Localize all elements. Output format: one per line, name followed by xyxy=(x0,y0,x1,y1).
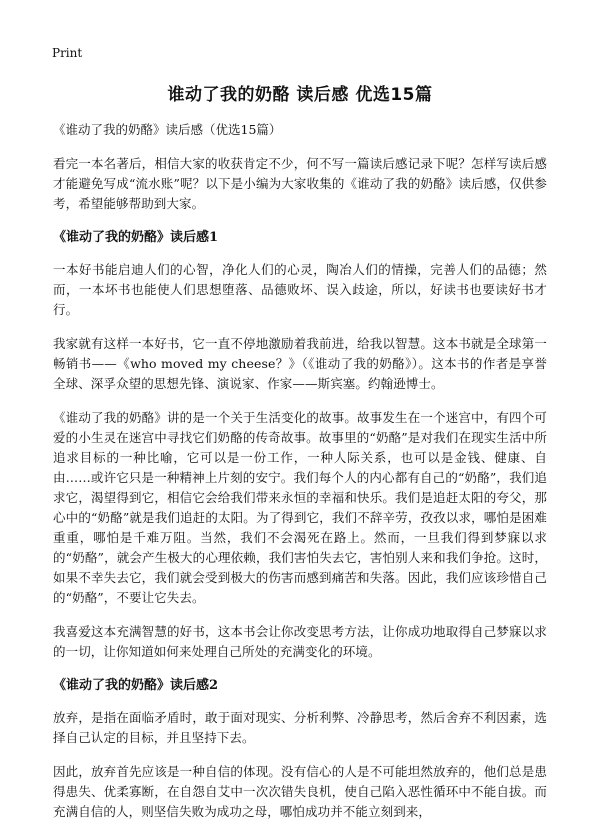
section-paragraph: 一本好书能启迪人们的心智，净化人们的心灵，陶冶人们的情操，完善人们的品德；然而，一本坏书也能使人们思想堕落、品德败坏、误入歧途，所以，好读书也要读好书才行。 xyxy=(53,262,547,317)
section-heading: 《谁动了我的奶酪》读后感1 xyxy=(53,230,219,245)
section-paragraph: 放弃，是指在面临矛盾时，敢于面对现实、分析利弊、冷静思考，然后舍弃不利因素，选择自己认定的目标，并且坚持下去。 xyxy=(53,710,547,745)
section-paragraph: 因此，放弃首先应该是一种自信的体现。没有信心的人是不可能坦然放弃的，他们总是患得患失、优柔寡断，在自怨自艾中一次次错失良机，使自己陷入恶性循环中不能自拔。而充满自信的人，则坚信失败为成功之母，哪怕成功并不能立刻到来， xyxy=(53,764,547,819)
section-paragraph: 我家就有这样一本好书，它一直不停地激励着我前进，给我以智慧。这本书就是全球第一畅销书——《who moved my cheese？》（《谁动了我的奶酪》）。这本书的作者是享誉全球、深孚众望的思想先锋、演说家、作家——斯宾塞。约翰逊博士。 xyxy=(53,336,547,391)
section-paragraph: 《谁动了我的奶酪》讲的是一个关于生活变化的故事。故事发生在一个迷宫中，有四个可爱的小生灵在迷宫中寻找它们奶酪的传奇故事。故事里的“奶酪”是对我们在现实生活中所追求目标的一种比喻，它可以是一份工作，一种人际关系，也可以是金钱、健康、自由……或许它只是一种精神上片刻的安宁。我们每个人的内心都有自己的“奶酪”，我们追求它，渴望得到它，相信它会给我们带来永恒的幸福和快乐。我们是追赶太阳的夸父，那心中的“奶酪”就是我们追赶的太阳。为了得到它，我们不辞辛劳，孜孜以求，哪怕是困难重重，哪怕是千难万阻。当然，我们不会渴死在路上。然而，一旦我们得到梦寐以求的“奶酪”，就会产生极大的心理依赖，我们害怕失去它，害怕别人来和我们争抢。这时，如果不幸失去它，我们就会受到极大的伤害而感到痛苦和失落。因此，我们应该珍惜自己的“奶酪”，不要让它失去。 xyxy=(53,410,547,605)
section-paragraph: 我喜爱这本充满智慧的好书，这本书会让你改变思考方法，让你成功地取得自己梦寐以求的一切，让你知道如何来处理自己所处的充满变化的环境。 xyxy=(53,624,547,659)
document-body xyxy=(53,120,547,836)
document-subtitle: 《谁动了我的奶酪》读后感（优选15篇） xyxy=(53,122,282,137)
page-title: 谁动了我的奶酪 读后感 优选15篇 xyxy=(167,85,433,105)
section-heading: 《谁动了我的奶酪》读后感2 xyxy=(53,678,219,693)
print-label: Print xyxy=(52,46,83,60)
intro-paragraph: 看完一本名著后，相信大家的收获肯定不少，何不写一篇读后感记录下呢？怎样写读后感才能避免写成“流水账”呢？以下是小编为大家收集的《谁动了我的奶酪》读后感，仅供参考，希望能够帮助到大家。 xyxy=(53,156,547,211)
